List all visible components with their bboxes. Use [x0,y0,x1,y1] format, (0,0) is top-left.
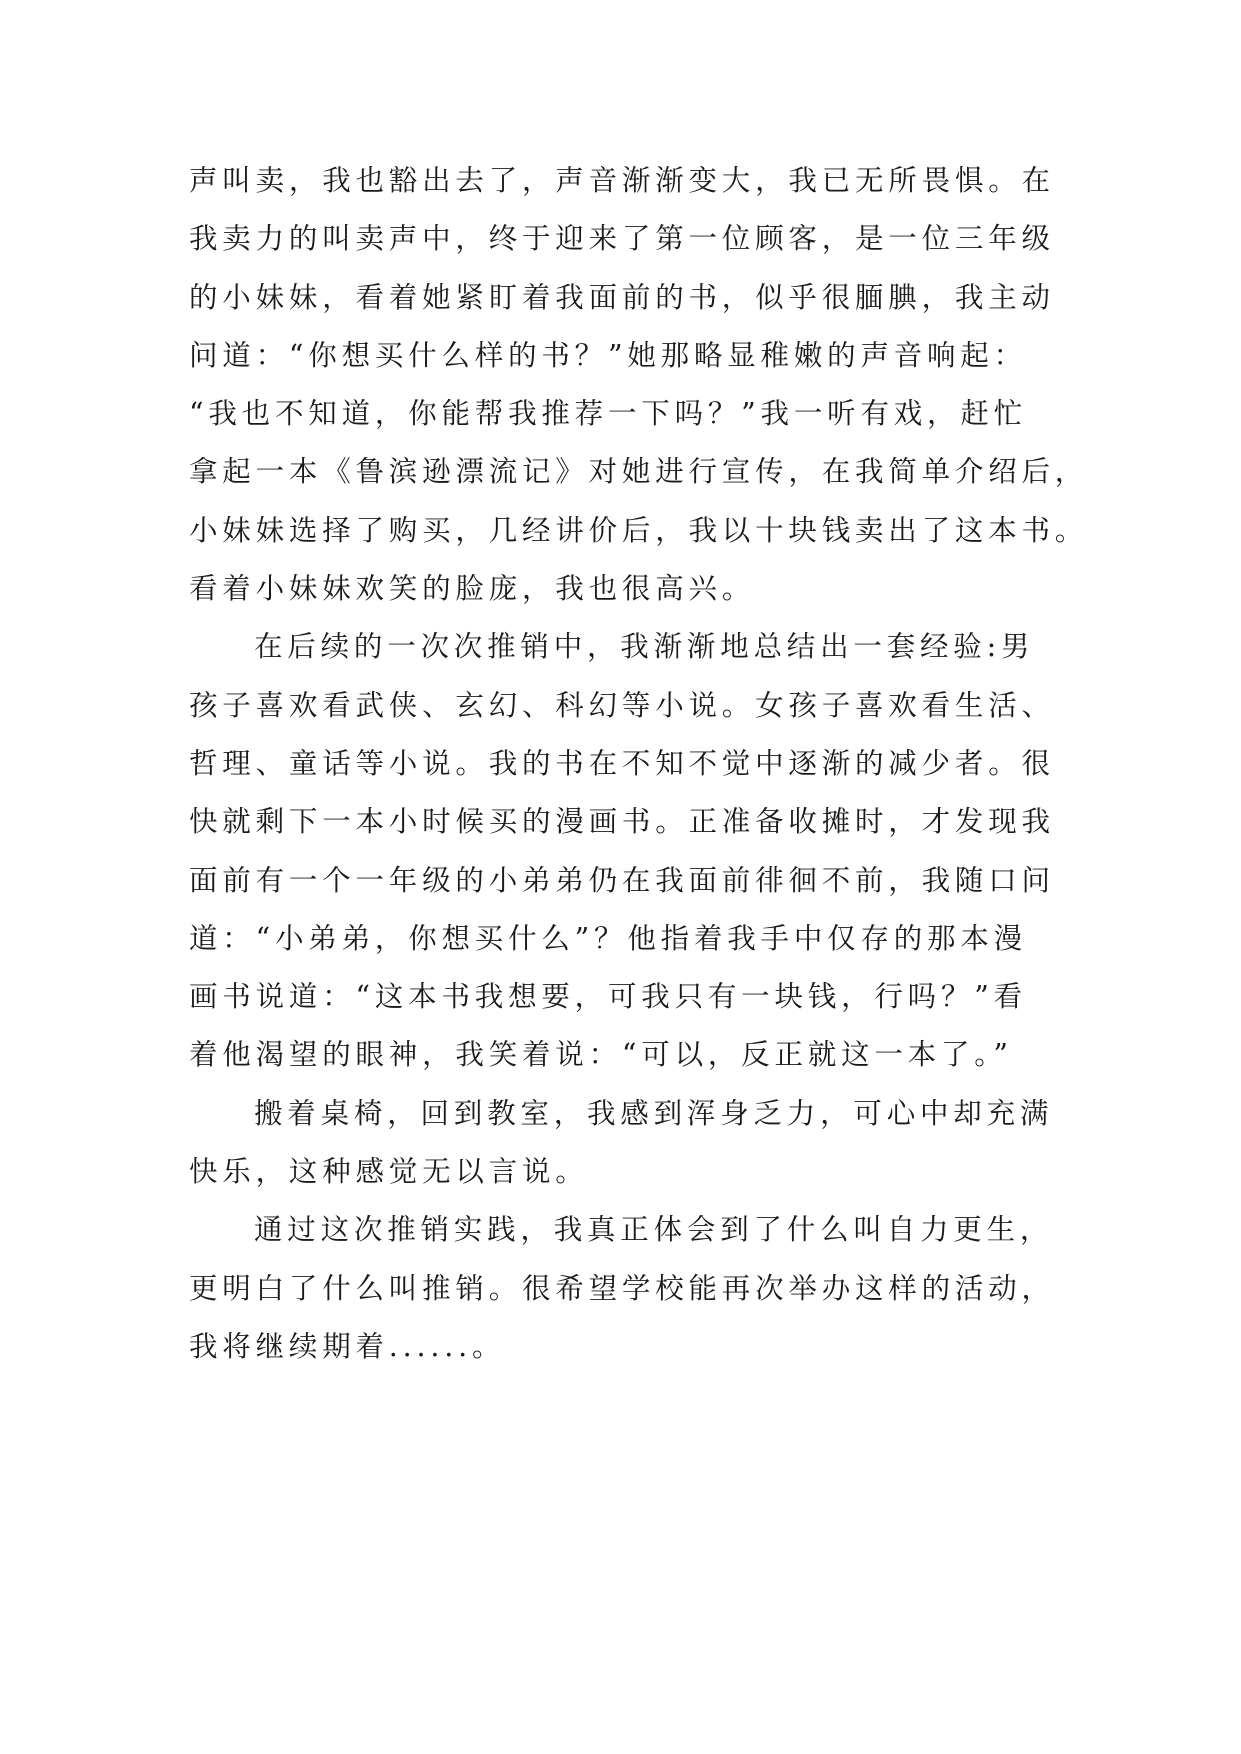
text-line: 快就剩下一本小时候买的漫画书。正准备收摊时，才发现我 [189,805,1055,839]
text-line: 我卖力的叫卖声中，终于迎来了第一位顾客，是一位三年级 [189,222,1055,256]
text-line: 更明白了什么叫推销。很希望学校能再次举办这样的活动， [189,1271,1055,1305]
body-text [189,152,1089,1376]
text-line: 我将继续期着......。 [189,1329,506,1363]
text-line: 哲理、童话等小说。我的书在不知不觉中逐渐的减少者。很 [189,746,1055,780]
text-line: 的小妹妹，看着她紧盯着我面前的书，似乎很腼腆，我主动 [189,280,1055,314]
paragraph-first-line: 通过这次推销实践，我真正体会到了什么叫自力更生， [254,1213,1054,1247]
text-line: 问道：“你想买什么样的书？”她那略显稚嫩的声音响起： [189,338,1027,372]
text-line: 画书说道：“这本书我想要，可我只有一块钱，行吗？”看 [189,980,1027,1014]
text-line: 快乐，这种感觉无以言说。 [189,1155,589,1189]
text-line: 着他渴望的眼神，我笑着说：“可以，反正就这一本了。” [189,1038,1013,1072]
paragraph-first-line: 搬着桌椅，回到教室，我感到浑身乏力，可心中却充满 [254,1096,1054,1130]
text-line: 道：“小弟弟，你想买什么”？他指着我手中仅存的那本漫 [189,921,1027,955]
paragraph-first-line: 在后续的一次次推销中，我渐渐地总结出一套经验:男 [254,630,1035,664]
text-line: 声叫卖，我也豁出去了，声音渐渐变大，我已无所畏惧。在 [189,164,1055,197]
text-line: “我也不知道，你能帮我推荐一下吗？”我一听有戏，赶忙 [189,397,1027,431]
text-line: 孩子喜欢看武侠、玄幻、科幻等小说。女孩子喜欢看生活、 [189,688,1055,722]
text-line: 面前有一个一年级的小弟弟仍在我面前徘徊不前，我随口问 [189,863,1055,897]
text-line: 拿起一本《鲁滨逊漂流记》对她进行宣传，在我简单介绍后， [189,455,1089,489]
text-line: 看着小妹妹欢笑的脸庞，我也很高兴。 [189,572,756,606]
text-line: 小妹妹选择了购买，几经讲价后，我以十块钱卖出了这本书。 [189,513,1089,547]
